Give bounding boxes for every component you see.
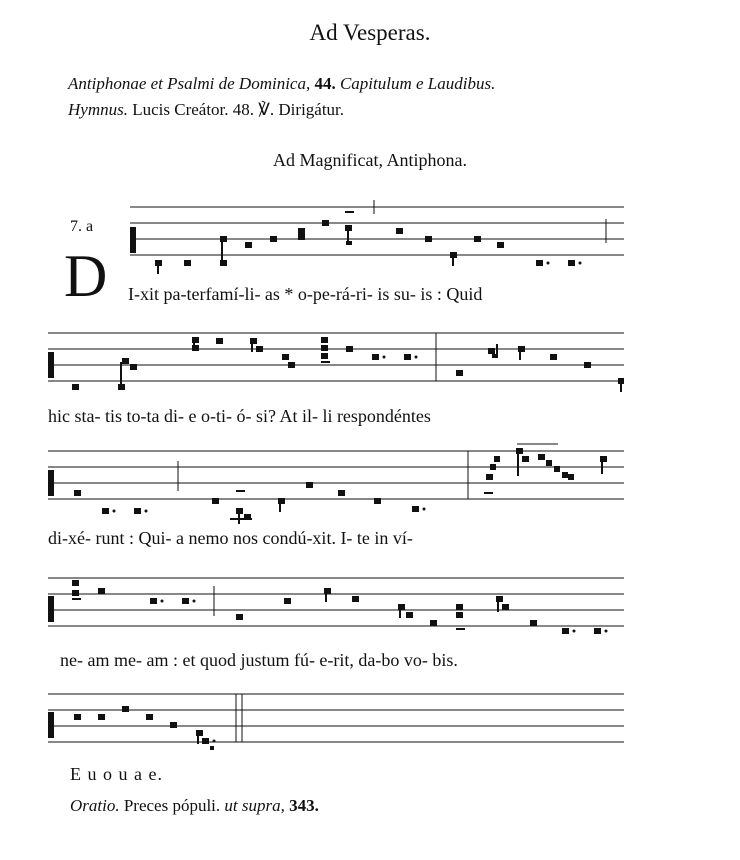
rubric-hymnus: Hymnus. — [68, 100, 128, 119]
lyric-line-2: hic sta- tis to-ta di- e o-ti- ó- si? At il- li respondéntes — [48, 406, 431, 426]
antiphon-number-mode: 7. a — [70, 218, 94, 235]
lyric-line-1: I-xit pa-terfamí-li- as * o-pe-rá-ri- is su- is : Quid — [128, 284, 483, 304]
footer-oratio — [70, 796, 319, 816]
footer-page-ref: 343. — [289, 796, 319, 815]
rubric-page-44: 44. — [314, 74, 336, 93]
rubric-hymn-versicle: Lucis Creátor. 48. ℣. Dirigátur. — [132, 100, 345, 119]
rubric-capitulum: Capitulum e Laudibus. — [339, 74, 496, 93]
page-title: Ad Vesperas. — [309, 20, 431, 45]
footer-ut-supra: ut supra, — [224, 796, 285, 815]
euouae-line: E u o u a e. — [70, 764, 163, 784]
initial-letter: D — [64, 243, 108, 309]
lyric-line-4: ne- am me- am : et quod justum fú- e-rit, da-bo vo- bis. — [60, 650, 458, 670]
lyric-line-3: di-xé- runt : Qui- a nemo nos condú-xit. I- te in ví- — [48, 528, 413, 548]
footer-preces: Preces pópuli. — [123, 796, 221, 815]
section-heading: Ad Magnificat, Antiphona. — [273, 150, 467, 170]
footer-oratio-label: Oratio. — [70, 796, 120, 815]
rubric-antiphons: Antiphonae et Psalmi de Dominica, — [68, 74, 311, 93]
